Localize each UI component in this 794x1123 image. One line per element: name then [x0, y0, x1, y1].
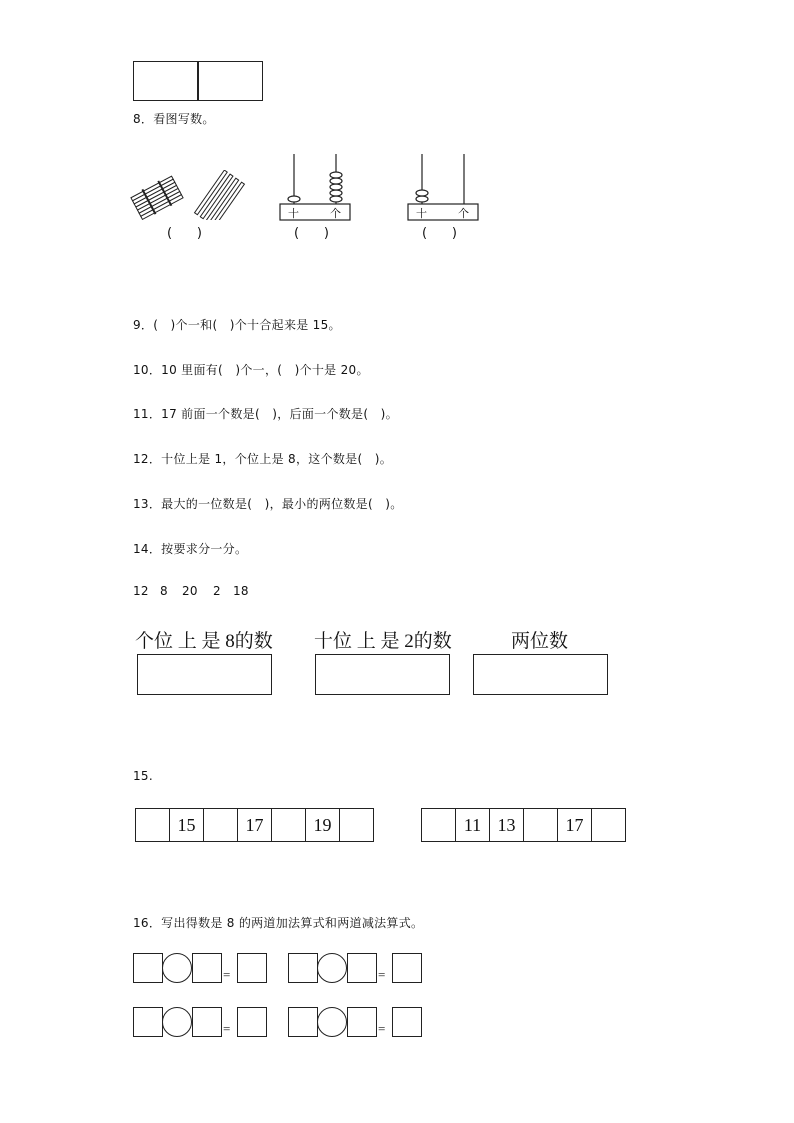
- equation-operator-circle[interactable]: [162, 953, 192, 983]
- question-13-text: 13．最大的一位数是( )，最小的两位数是( )。: [133, 497, 403, 511]
- equation-operator-circle[interactable]: [317, 953, 347, 983]
- sequence-cell: 13: [489, 808, 524, 842]
- equation-operand-box[interactable]: [288, 953, 318, 983]
- question-14-text: 14．按要求分一分。: [133, 542, 248, 556]
- abacus-bead: [330, 190, 342, 196]
- sequence-cell: 15: [169, 808, 204, 842]
- equation-operand-box[interactable]: [288, 1007, 318, 1037]
- equation-result-box[interactable]: [237, 1007, 267, 1037]
- answer-paren-1[interactable]: ( ): [167, 226, 202, 241]
- equation-operand-box[interactable]: [347, 1007, 377, 1037]
- category-box-tens-2[interactable]: [315, 654, 450, 695]
- question-8-text: 8．看图写数。: [133, 112, 215, 126]
- answer-box-left[interactable]: [133, 61, 199, 101]
- stick-bundle-icon: [130, 174, 184, 220]
- number-item: 2: [213, 584, 221, 598]
- question-12-text: 12．十位上是 1，个位上是 8，这个数是( )。: [133, 452, 393, 466]
- sequence-cell-blank[interactable]: [421, 808, 456, 842]
- equation-operand-box[interactable]: [133, 1007, 163, 1037]
- number-item: 8: [160, 584, 168, 598]
- category-box-two-digit[interactable]: [473, 654, 608, 695]
- abacus-bead: [288, 196, 300, 202]
- category-box-ones-8[interactable]: [137, 654, 272, 695]
- equation-operand-box[interactable]: [133, 953, 163, 983]
- number-sequence-row-2: [421, 808, 626, 842]
- equation-operator-circle[interactable]: [317, 1007, 347, 1037]
- equals-sign: =: [378, 967, 386, 982]
- sequence-cell-blank[interactable]: [271, 808, 306, 842]
- answer-box-right[interactable]: [197, 61, 263, 101]
- equals-sign: =: [223, 967, 231, 982]
- equation-result-box[interactable]: [392, 1007, 422, 1037]
- equation-operator-circle[interactable]: [162, 1007, 192, 1037]
- abacus-bead: [330, 196, 342, 202]
- question-11-text: 11．17 前面一个数是( )，后面一个数是( )。: [133, 407, 398, 421]
- abacus-bead: [416, 196, 428, 202]
- question-15-label: 15.: [133, 769, 153, 783]
- abacus-2-ones-label: 个: [458, 207, 469, 220]
- sequence-cell: 17: [237, 808, 272, 842]
- answer-paren-2[interactable]: ( ): [294, 226, 329, 241]
- equation-operand-box[interactable]: [192, 953, 222, 983]
- number-sequence-row-1: [135, 808, 374, 842]
- sequence-cell-blank[interactable]: [523, 808, 558, 842]
- abacus-1-ones-label: 个: [330, 207, 341, 220]
- question-16-text: 16．写出得数是 8 的两道加法算式和两道减法算式。: [133, 916, 424, 930]
- sequence-cell-blank[interactable]: [203, 808, 238, 842]
- sequence-cell: 19: [305, 808, 340, 842]
- equation-operand-box[interactable]: [347, 953, 377, 983]
- sequence-cell: 17: [557, 808, 592, 842]
- category-label-tens-2: 十位 上 是 2的数: [314, 631, 452, 652]
- abacus-bead: [330, 178, 342, 184]
- sequence-cell: 11: [455, 808, 490, 842]
- sequence-cell-blank[interactable]: [591, 808, 626, 842]
- number-item: 18: [233, 584, 249, 598]
- equation-result-box[interactable]: [392, 953, 422, 983]
- number-item: 20: [182, 584, 198, 598]
- equals-sign: =: [223, 1021, 231, 1036]
- sequence-cell-blank[interactable]: [135, 808, 170, 842]
- question-9-text: 9．( )个一和( )个十合起来是 15。: [133, 318, 341, 332]
- equation-result-box[interactable]: [237, 953, 267, 983]
- sequence-cell-blank[interactable]: [339, 808, 374, 842]
- number-item: 12: [133, 584, 149, 598]
- category-label-two-digit: 两位数: [511, 631, 569, 652]
- category-label-ones-8: 个位 上 是 8的数: [135, 631, 273, 652]
- equation-operand-box[interactable]: [192, 1007, 222, 1037]
- equals-sign: =: [378, 1021, 386, 1036]
- abacus-bead: [330, 184, 342, 190]
- abacus-1-tens-label: 十: [288, 207, 299, 220]
- loose-sticks-icon: [195, 170, 245, 220]
- answer-paren-3[interactable]: ( ): [422, 226, 457, 241]
- abacus-bead: [330, 172, 342, 178]
- abacus-2-tens-label: 十: [416, 207, 427, 220]
- question-10-text: 10．10 里面有( )个一，( )个十是 20。: [133, 363, 369, 377]
- sticks-illustration: [130, 170, 250, 220]
- abacus-bead: [416, 190, 428, 196]
